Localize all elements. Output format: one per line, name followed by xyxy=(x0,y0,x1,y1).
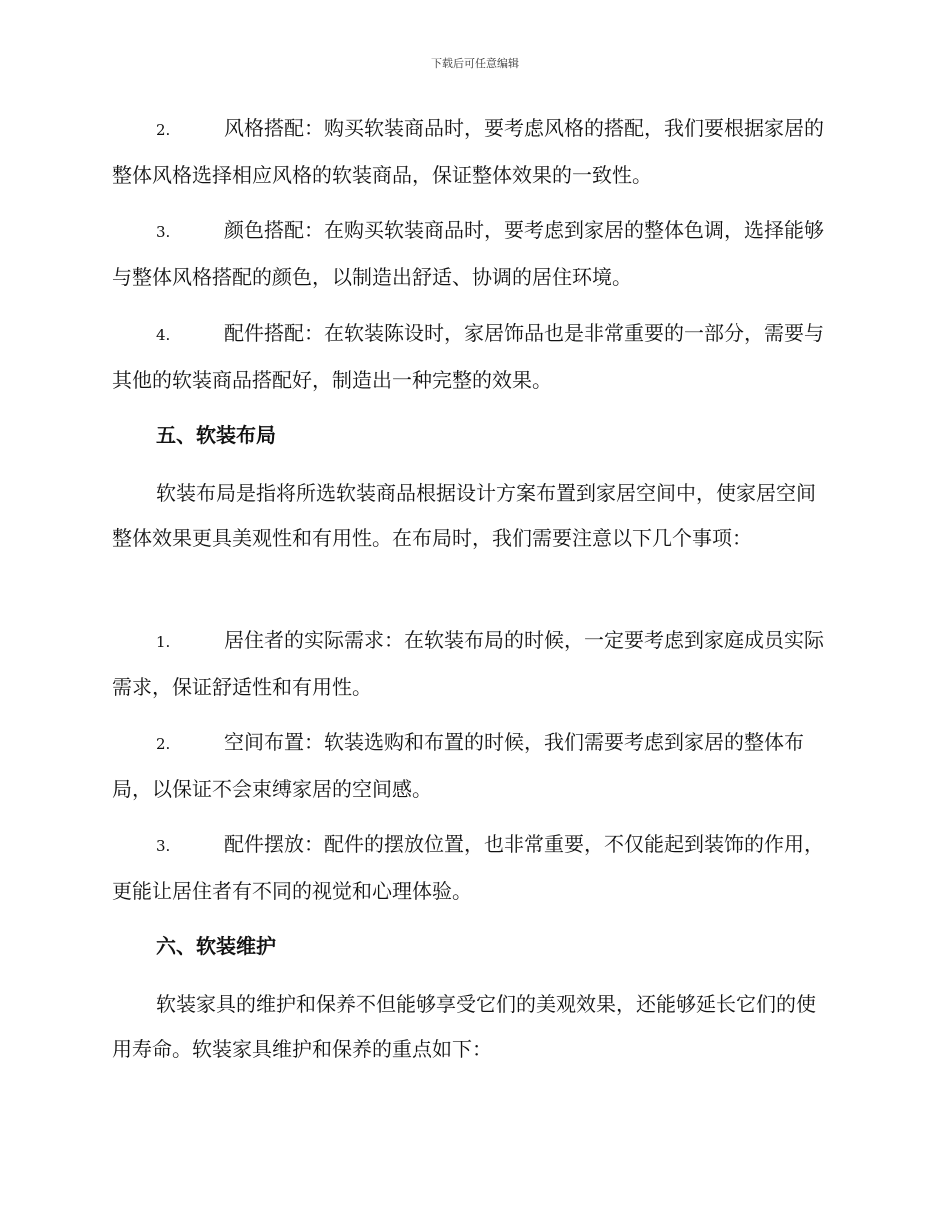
list-number: 1. xyxy=(156,633,171,651)
list-item-accessory-placement xyxy=(112,822,834,914)
list-item-text: 配件摆放：配件的摆放位置，也非常重要，不仅能起到装饰的作用，更能让居住者有不同的视觉和心理体验。 xyxy=(112,832,824,903)
list-number: 2. xyxy=(156,121,171,139)
section-heading-layout: 五、软装布局 xyxy=(156,423,276,447)
list-item-text: 风格搭配：购买软装商品时，要考虑风格的搭配，我们要根据家居的整体风格选择相应风格的软装商品，保证整体效果的一致性。 xyxy=(112,116,824,187)
list-item-color-matching xyxy=(112,208,834,300)
list-item-text: 居住者的实际需求：在软装布局的时候，一定要考虑到家庭成员实际需求，保证舒适性和有用性。 xyxy=(112,628,824,699)
maintenance-intro-paragraph: 软装家具的维护和保养不但能够享受它们的美观效果，还能够延长它们的使用寿命。软装家具维护和保养的重点如下： xyxy=(112,992,816,1061)
list-number: 3. xyxy=(156,837,171,855)
section-heading-maintenance: 六、软装维护 xyxy=(156,934,276,958)
list-number: 2. xyxy=(156,735,171,753)
list-item-resident-needs xyxy=(112,618,834,710)
list-item-text: 空间布置：软装选购和布置的时候，我们需要考虑到家居的整体布局，以保证不会束缚家居的空间感。 xyxy=(112,730,804,801)
list-item-space-arrangement xyxy=(112,720,834,812)
list-number: 4. xyxy=(156,326,171,344)
list-item-style-matching xyxy=(112,106,834,198)
list-number: 3. xyxy=(156,223,171,241)
list-item-text: 颜色搭配：在购买软装商品时，要考虑到家居的整体色调，选择能够与整体风格搭配的颜色，以制造出舒适、协调的居住环境。 xyxy=(112,218,824,289)
list-item-accessory-matching xyxy=(112,311,834,403)
layout-intro-paragraph: 软装布局是指将所选软装商品根据设计方案布置到家居空间中，使家居空间整体效果更具美观性和有用性。在布局时，我们需要注意以下几个事项： xyxy=(112,481,816,550)
page-header: 下载后可任意编辑 xyxy=(431,57,519,70)
list-item-text: 配件搭配：在软装陈设时，家居饰品也是非常重要的一部分，需要与其他的软装商品搭配好，制造出一种完整的效果。 xyxy=(112,321,824,392)
